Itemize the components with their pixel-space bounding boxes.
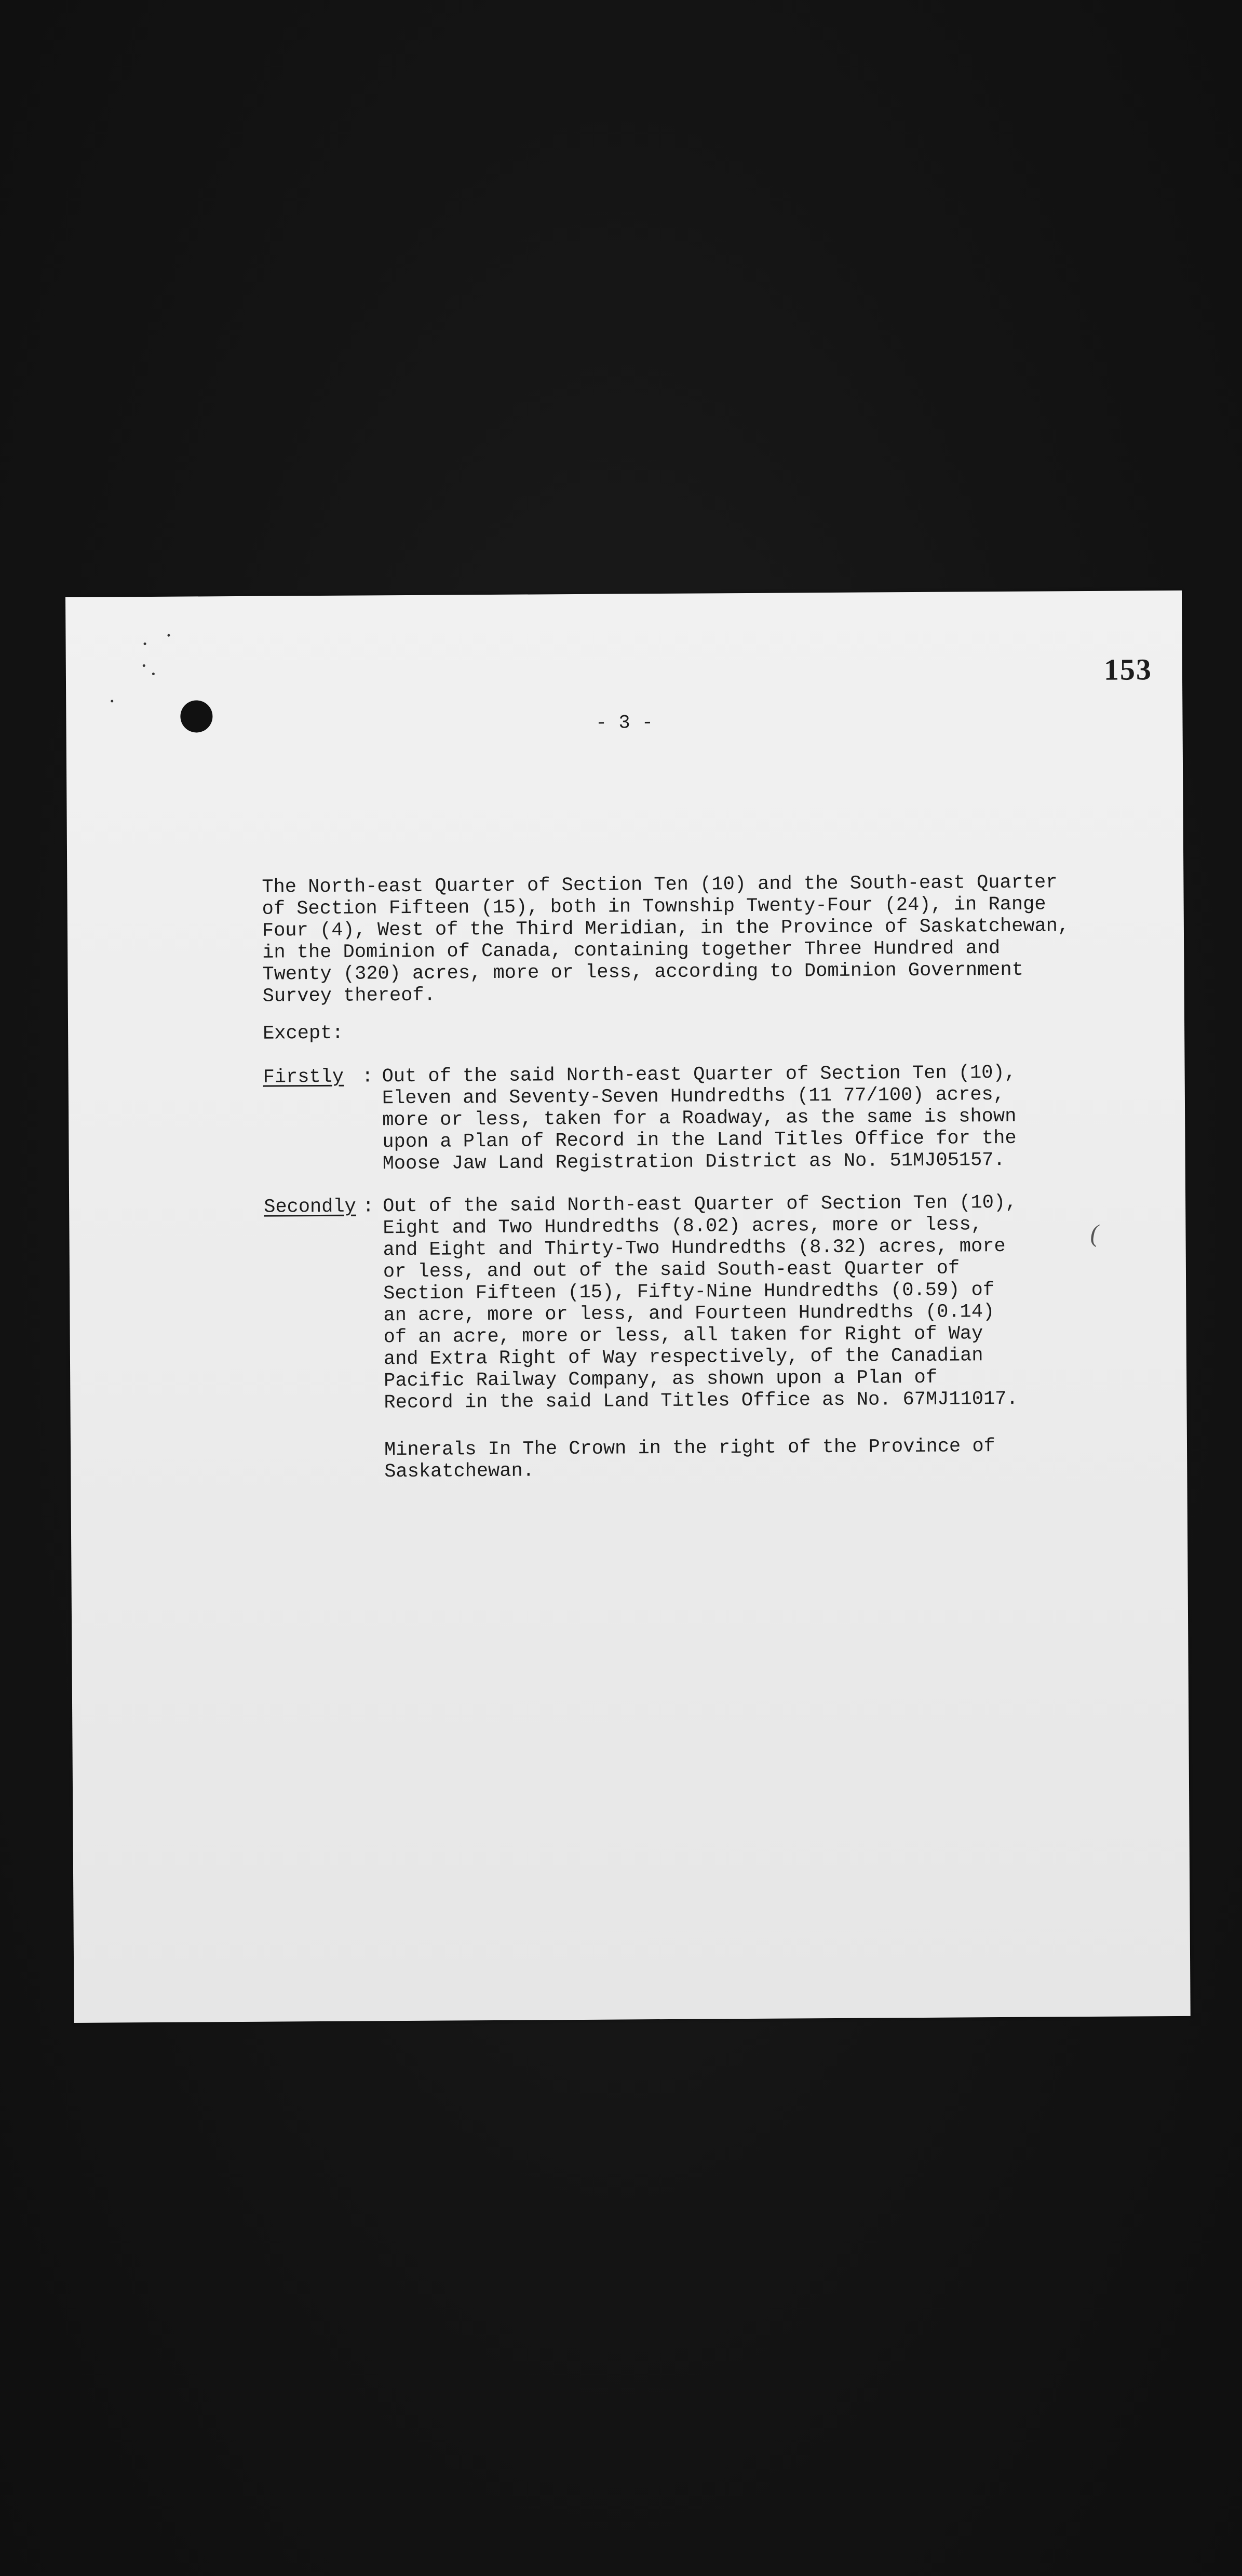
clause-colon: : <box>361 1066 373 1088</box>
speck <box>167 634 170 637</box>
clause-label-text: Secondly <box>264 1196 356 1218</box>
clause-label-secondly <box>264 1196 356 1218</box>
speck <box>144 642 146 645</box>
page-number: - 3 - <box>595 712 654 734</box>
speck <box>152 673 155 675</box>
land-description: The North-east Quarter of Section Ten (10) and the South-east Quarter of Section Fifteen (15), both in Township Twenty-Four (24), in Range Four (4), West of the Third Meridian, in the Province of Saskatchewan, in the Dominion of Canada, containing together Three Hundred and Twenty (320) acres, more or less, according to Dominion Government Survey thereof. <box>262 871 1070 1008</box>
document-page <box>65 591 1191 2023</box>
clause-colon: : <box>362 1196 374 1218</box>
clause-label-text: Firstly <box>263 1066 344 1089</box>
stamped-page-number: 153 <box>1103 652 1153 687</box>
except-label: Except: <box>263 1022 344 1045</box>
speck <box>143 664 145 667</box>
margin-mark: ( <box>1090 1219 1099 1247</box>
speck <box>111 700 113 702</box>
clause-text-firstly: Out of the said North-east Quarter of Section Ten (10), Eleven and Seventy-Seven Hundredths (11 77/100) acres, more or less, taken for a Roadway, as the same is shown upon a Plan of Record in the Land Titles Office for the Moose Jaw Land Registration District as No. 51MJ05157. <box>382 1062 1017 1175</box>
clause-label-firstly <box>263 1066 344 1089</box>
minerals-reservation: Minerals In The Crown in the right of the Province of Saskatchewan. <box>384 1435 995 1483</box>
clause-text-secondly: Out of the said North-east Quarter of Section Ten (10), Eight and Two Hundredths (8.02) acres, more or less, and Eight and Thirty-Two Hundredths (8.32) acres, more or less, and out of the said South-east Quarter of Section Fifteen (15), Fifty-Nine Hundredths (0.59) of an acre, more or less, and Fourteen Hundredths (0.14) of an acre, more or less, all taken for Right of Way and Extra Right of Way respectively, of the Canadian Pacific Railway Company, as shown upon a Plan of Record in the said Land Titles Office as No. 67MJ11017. <box>383 1191 1018 1414</box>
